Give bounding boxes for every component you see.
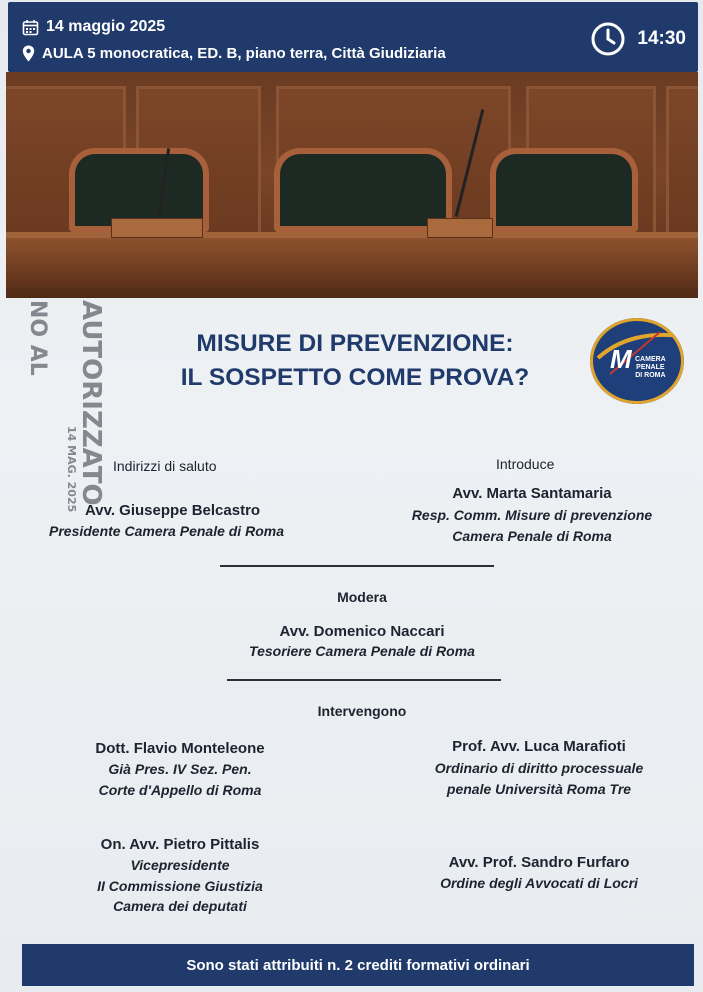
calendar-icon	[22, 19, 39, 36]
logo-ring	[590, 318, 684, 404]
speaker-name: On. Avv. Pietro Pittalis	[100, 836, 260, 853]
event-date: 14 maggio 2025	[46, 18, 166, 35]
speaker-role: Ordine degli Avvocati di Locri	[440, 875, 638, 891]
clock-icon	[591, 22, 625, 56]
speaker-role: Corte d'Appello di Roma	[98, 782, 262, 798]
judges-bench	[6, 232, 698, 298]
title-line-2: IL SOSPETTO COME PROVA?	[180, 364, 530, 391]
credits-footer	[22, 944, 694, 986]
speaker-role: penale Università Roma Tre	[446, 781, 632, 797]
header-band	[8, 2, 698, 72]
divider	[220, 565, 494, 567]
moderator-name: Avv. Domenico Naccari	[279, 623, 445, 640]
event-time: 14:30	[637, 28, 686, 49]
speaker-role: Camera dei deputati	[113, 898, 247, 914]
date-row	[22, 18, 165, 36]
camera-penale-logo	[590, 318, 684, 404]
time-row	[591, 22, 686, 56]
speaker-role: Vicepresidente	[130, 857, 230, 873]
location-row	[22, 45, 446, 62]
wood-panel	[666, 86, 698, 236]
stamp-line-2: NO AL	[25, 300, 50, 376]
moderator-role: Tesoriere Camera Penale di Roma	[249, 643, 475, 659]
greetings-name: Avv. Giuseppe Belcastro	[85, 502, 261, 519]
introduces-name: Avv. Marta Santamaria	[452, 485, 612, 502]
stamp-line-1: AUTORIZZATO	[76, 300, 106, 506]
authorization-stamp	[22, 300, 108, 520]
title-line-1: MISURE DI PREVENZIONE:	[196, 330, 514, 357]
name-plate	[111, 218, 203, 238]
event-location: AULA 5 monocratica, ED. B, piano terra, Città Giudiziaria	[42, 45, 446, 62]
greetings-role: Presidente Camera Penale di Roma	[49, 523, 284, 539]
moderator-label: Modera	[337, 589, 387, 605]
divider	[227, 679, 501, 681]
credits-text: Sono stati attribuiti n. 2 crediti formativi ordinari	[186, 956, 530, 974]
speaker-role: Ordinario di diritto processuale	[434, 760, 644, 776]
introduces-role-2: Camera Penale di Roma	[452, 528, 612, 544]
speaker-name: Prof. Avv. Luca Marafioti	[452, 738, 626, 755]
logo-text: CAMERA PENALE DI ROMA	[635, 356, 666, 379]
speakers-label: Intervengono	[317, 703, 407, 719]
introduces-role-1: Resp. Comm. Misure di prevenzione	[411, 507, 653, 523]
stamp-date: 14 MAG. 2025	[65, 426, 78, 513]
courtroom-photo	[6, 72, 698, 298]
speaker-name: Dott. Flavio Monteleone	[95, 740, 265, 757]
greetings-label: Indirizzi di saluto	[113, 458, 217, 474]
speaker-role: II Commissione Giustizia	[97, 878, 263, 894]
judge-chair-center	[274, 148, 452, 232]
page-title	[120, 327, 590, 395]
name-plate	[427, 218, 493, 238]
logo-letter-icon: M	[610, 344, 632, 374]
speaker-role: Già Pres. IV Sez. Pen.	[108, 761, 252, 777]
location-pin-icon	[22, 45, 35, 62]
introduces-label: Introduce	[496, 456, 555, 472]
judge-chair-right	[490, 148, 638, 232]
speaker-name: Avv. Prof. Sandro Furfaro	[448, 854, 630, 871]
